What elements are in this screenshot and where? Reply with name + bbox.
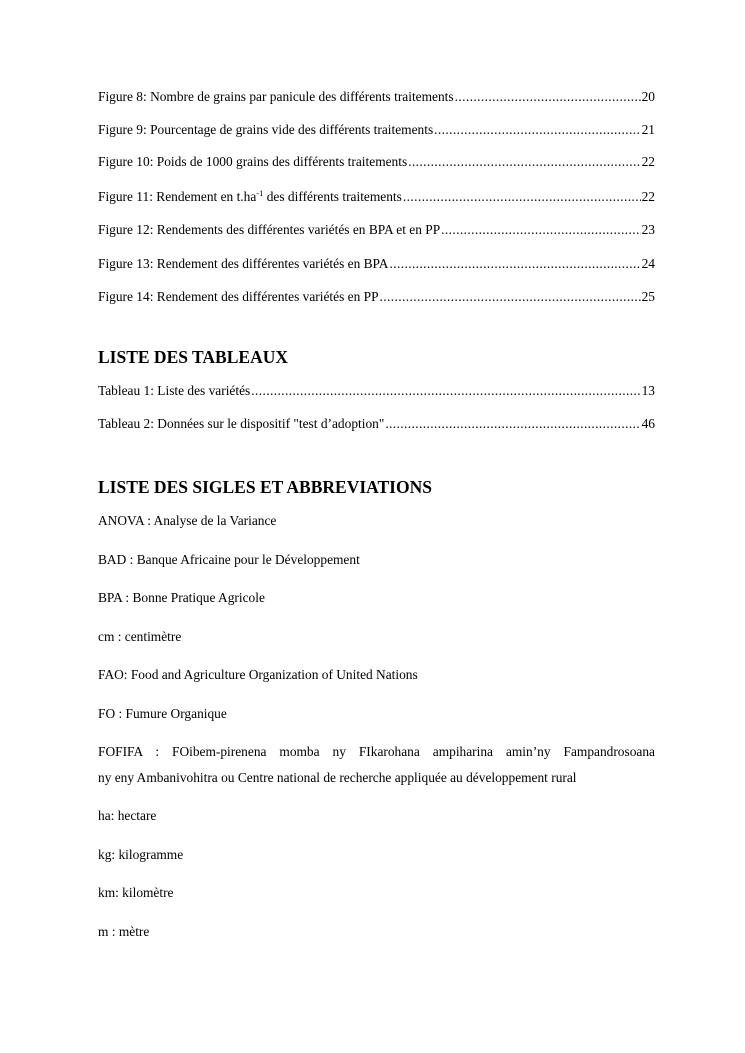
- leader-dots: [408, 154, 640, 170]
- figure-entry: [98, 154, 655, 170]
- table-page: 13: [641, 383, 655, 398]
- abbreviations-heading: LISTE DES SIGLES ET ABBREVIATIONS: [98, 477, 432, 497]
- figure-page: 20: [641, 89, 655, 104]
- figure-label: Figure 8: Nombre de grains par panicule des différents traitements: [98, 89, 454, 104]
- abbreviation-item: FOFIFA : FOibem-pirenena momba ny FIkarohana ampiharina amin’ny Fampandrosoana: [98, 744, 655, 759]
- abbreviation-item: kg: kilogramme: [98, 847, 184, 862]
- tables-heading: LISTE DES TABLEAUX: [98, 347, 288, 367]
- leader-dots: [380, 289, 641, 305]
- figure-page: 25: [641, 289, 655, 304]
- leader-dots: [385, 416, 640, 432]
- abbreviation-item-continuation: ny eny Ambanivohitra ou Centre national de recherche appliquée au développement rural: [98, 770, 577, 785]
- leader-dots: [389, 256, 640, 272]
- figure-page: 23: [641, 222, 655, 237]
- figure-label: Figure 10: Poids de 1000 grains des différents traitements: [98, 154, 408, 169]
- table-entry: [98, 416, 655, 432]
- leader-dots: [251, 383, 640, 399]
- abbreviation-item: ha: hectare: [98, 808, 157, 823]
- abbreviation-item: FAO: Food and Agriculture Organization of United Nations: [98, 667, 418, 682]
- leader-dots: [455, 89, 641, 105]
- figure-label: Figure 9: Pourcentage de grains vide des différents traitements: [98, 122, 434, 137]
- figure-page: 21: [641, 122, 655, 137]
- figure-label-text: Figure 11: Rendement en t.ha: [98, 189, 257, 204]
- table-entry: [98, 383, 655, 399]
- figure-label: [98, 189, 402, 205]
- figure-page: 22: [641, 154, 655, 169]
- leader-dots: [403, 189, 641, 205]
- figure-entry: [98, 222, 655, 238]
- abbreviation-item: m : mètre: [98, 924, 150, 939]
- table-label: Tableau 1: Liste des variétés: [98, 383, 251, 398]
- figure-label-text: des différents traitements: [263, 189, 402, 204]
- abbreviation-item: BAD : Banque Africaine pour le Développement: [98, 552, 360, 567]
- figure-entry: [98, 289, 655, 305]
- unit-exponent: -1: [256, 188, 264, 198]
- figure-page: 22: [641, 189, 655, 204]
- leader-dots: [434, 122, 640, 138]
- figure-label: Figure 12: Rendements des différentes variétés en BPA et en PP: [98, 222, 441, 237]
- table-page: 46: [641, 416, 655, 431]
- figure-entry: [98, 256, 655, 272]
- figure-entry: [98, 189, 655, 205]
- leader-dots: [441, 222, 640, 238]
- figure-entry: [98, 89, 655, 105]
- figure-label: Figure 14: Rendement des différentes variétés en PP: [98, 289, 379, 304]
- figure-entry: [98, 122, 655, 138]
- abbreviation-item: km: kilomètre: [98, 885, 174, 900]
- abbreviation-item: BPA : Bonne Pratique Agricole: [98, 590, 265, 605]
- abbreviation-item: cm : centimètre: [98, 629, 182, 644]
- figure-label: Figure 13: Rendement des différentes variétés en BPA: [98, 256, 389, 271]
- abbreviation-item: FO : Fumure Organique: [98, 706, 227, 721]
- table-label: Tableau 2: Données sur le dispositif "test d’adoption": [98, 416, 385, 431]
- figure-page: 24: [641, 256, 655, 271]
- abbreviation-item: ANOVA : Analyse de la Variance: [98, 513, 277, 528]
